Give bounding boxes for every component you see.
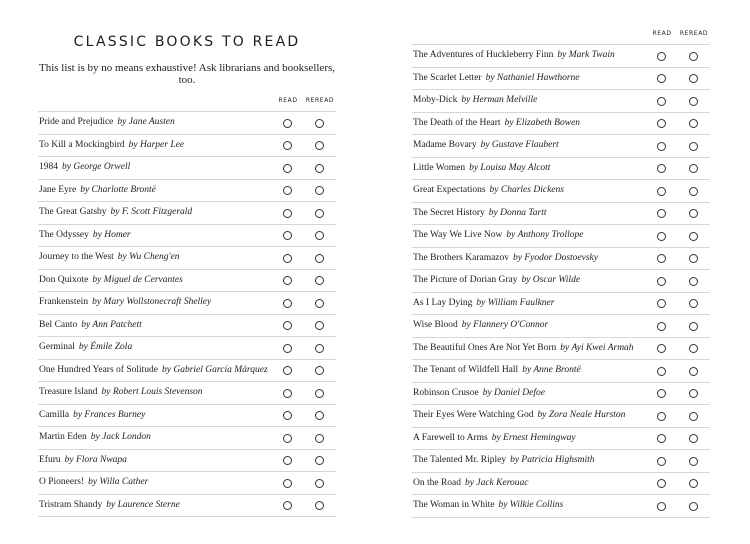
- reread-column-header: REREAD: [305, 97, 335, 104]
- book-row: [38, 471, 336, 494]
- reread-checkbox[interactable]: [315, 164, 324, 173]
- book-entry: [39, 180, 156, 202]
- book-author: by Patricia Highsmith: [510, 455, 595, 465]
- book-author: by Gabriel García Márquez: [162, 364, 268, 375]
- book-row: [412, 292, 710, 315]
- book-author: by Laurence Sterne: [106, 499, 180, 510]
- read-checkbox[interactable]: [657, 457, 666, 466]
- book-list-left: [38, 111, 336, 517]
- book-entry: [413, 158, 550, 180]
- book-row: [412, 494, 710, 518]
- reread-checkbox[interactable]: [315, 411, 324, 420]
- read-checkbox[interactable]: [283, 411, 292, 420]
- read-checkbox[interactable]: [657, 479, 666, 488]
- read-checkbox[interactable]: [657, 232, 666, 241]
- book-author: by Jane Austen: [117, 117, 175, 127]
- book-title: One Hundred Years of Solitude: [39, 364, 159, 375]
- read-checkbox[interactable]: [283, 254, 292, 263]
- read-checkbox[interactable]: [657, 344, 666, 353]
- book-title: Don Quixote: [39, 274, 89, 285]
- book-entry: [39, 270, 183, 292]
- reread-checkbox[interactable]: [689, 209, 698, 218]
- read-checkbox[interactable]: [283, 479, 292, 488]
- book-row: [38, 426, 336, 449]
- book-author: by Robert Louis Stevenson: [101, 387, 203, 397]
- reread-checkbox[interactable]: [689, 232, 698, 241]
- read-checkbox[interactable]: [283, 299, 292, 308]
- reread-checkbox[interactable]: [689, 502, 698, 511]
- book-entry: [413, 360, 581, 382]
- read-checkbox[interactable]: [283, 119, 292, 128]
- reread-checkbox[interactable]: [689, 434, 698, 443]
- book-entry: [39, 427, 151, 449]
- book-row: [412, 157, 710, 180]
- book-row: [412, 134, 710, 157]
- read-column-header: READ: [278, 97, 298, 104]
- book-author: by William Faulkner: [476, 297, 555, 308]
- book-row: [38, 269, 336, 292]
- read-checkbox[interactable]: [283, 501, 292, 510]
- book-row: [412, 247, 710, 270]
- book-author: by Flannery O'Connor: [461, 320, 549, 330]
- book-entry: [39, 292, 211, 314]
- book-row: [412, 382, 710, 405]
- book-title: A Farewell to Arms: [413, 432, 488, 443]
- reread-checkbox[interactable]: [315, 434, 324, 443]
- book-author: by Willa Cather: [88, 477, 149, 487]
- reread-checkbox[interactable]: [689, 97, 698, 106]
- book-title: The Death of the Heart: [413, 117, 501, 128]
- book-title: Pride and Prejudice: [39, 117, 114, 127]
- book-title: Jane Eyre: [39, 184, 77, 195]
- book-row: [412, 67, 710, 90]
- book-row: [38, 336, 336, 359]
- book-title: To Kill a Mockingbird: [39, 139, 125, 150]
- book-entry: [39, 405, 145, 427]
- book-title: The Secret History: [413, 207, 485, 218]
- reread-checkbox[interactable]: [689, 74, 698, 83]
- book-entry: [413, 383, 545, 405]
- reread-checkbox[interactable]: [315, 321, 324, 330]
- book-row: [38, 179, 336, 202]
- book-author: by Zora Neale Hurston: [537, 410, 626, 420]
- book-title: Journey to the West: [39, 252, 114, 262]
- read-checkbox[interactable]: [283, 321, 292, 330]
- read-checkbox[interactable]: [657, 389, 666, 398]
- book-author: by Charlotte Brontë: [80, 184, 156, 195]
- page-subtitle: This list is by no means exhaustive! Ask librarians and booksellers, too.: [38, 62, 336, 86]
- book-entry: [413, 270, 580, 292]
- reread-checkbox[interactable]: [689, 412, 698, 421]
- book-author: by Elizabeth Bowen: [504, 117, 581, 128]
- book-author: by Harper Lee: [128, 139, 185, 150]
- book-title: The Beautiful Ones Are Not Yet Born: [413, 342, 557, 353]
- read-checkbox[interactable]: [283, 276, 292, 285]
- book-row: [38, 314, 336, 337]
- book-author: by Herman Melville: [461, 95, 538, 105]
- read-checkbox[interactable]: [283, 434, 292, 443]
- book-author: by Wilkie Collins: [498, 500, 564, 510]
- book-title: Robinson Crusoe: [413, 387, 479, 398]
- book-entry: [413, 135, 559, 157]
- book-entry: [413, 495, 563, 517]
- book-row: [38, 449, 336, 472]
- book-author: by Charles Dickens: [489, 185, 564, 195]
- book-row: [38, 134, 336, 157]
- book-title: The Brothers Karamazov: [413, 252, 510, 263]
- book-author: by Mary Wollstonecraft Shelley: [92, 297, 212, 307]
- book-title: Madame Bovary: [413, 140, 477, 150]
- book-author: by Frances Burney: [73, 409, 146, 420]
- book-title: Martin Eden: [39, 432, 87, 442]
- reread-checkbox[interactable]: [689, 457, 698, 466]
- book-row: [412, 224, 710, 247]
- book-author: by Donna Tartt: [488, 207, 547, 218]
- book-row: [412, 404, 710, 427]
- book-row: [412, 449, 710, 472]
- reread-checkbox[interactable]: [689, 164, 698, 173]
- reread-checkbox[interactable]: [689, 479, 698, 488]
- book-author: by Oscar Wilde: [521, 275, 581, 285]
- book-author: by Jack London: [90, 432, 151, 442]
- book-row: [412, 427, 710, 450]
- book-author: by Louisa May Alcott: [469, 162, 551, 173]
- read-checkbox[interactable]: [657, 254, 666, 263]
- book-entry: [39, 382, 203, 404]
- book-entry: [39, 337, 132, 359]
- reread-checkbox[interactable]: [689, 389, 698, 398]
- book-title: The Tenant of Wildfell Hall: [413, 365, 519, 375]
- book-title: The Odyssey: [39, 229, 89, 240]
- book-entry: [39, 450, 127, 472]
- reread-checkbox[interactable]: [689, 344, 698, 353]
- book-row: [38, 246, 336, 269]
- book-title: Little Women: [413, 162, 466, 173]
- reread-checkbox[interactable]: [315, 344, 324, 353]
- reread-checkbox[interactable]: [689, 187, 698, 196]
- book-title: The Scarlet Letter: [413, 72, 482, 83]
- book-author: by Jack Kerouac: [465, 477, 529, 488]
- book-author: by Ayi Kwei Armah: [560, 342, 634, 353]
- read-column-header: READ: [652, 30, 672, 37]
- book-row: [412, 359, 710, 382]
- reread-checkbox[interactable]: [689, 277, 698, 286]
- book-entry: [39, 202, 192, 224]
- read-checkbox[interactable]: [657, 367, 666, 376]
- book-title: Great Expectations: [413, 185, 486, 195]
- book-row: [38, 156, 336, 179]
- read-checkbox[interactable]: [657, 187, 666, 196]
- reread-column-header: REREAD: [679, 30, 709, 37]
- book-title: Bel Canto: [39, 319, 78, 330]
- book-title: The Picture of Dorian Gray: [413, 275, 518, 285]
- book-title: The Way We Live Now: [413, 230, 503, 240]
- book-row: [412, 44, 710, 67]
- book-entry: [413, 450, 595, 472]
- book-entry: [413, 315, 548, 337]
- book-entry: [39, 112, 175, 134]
- reread-checkbox[interactable]: [315, 276, 324, 285]
- book-entry: [39, 135, 184, 157]
- book-entry: [413, 203, 546, 225]
- book-author: by Anthony Trollope: [506, 230, 584, 240]
- book-entry: [413, 338, 634, 360]
- book-row: [412, 269, 710, 292]
- book-entry: [413, 180, 564, 202]
- book-title: Frankenstein: [39, 297, 89, 307]
- read-checkbox[interactable]: [283, 186, 292, 195]
- book-author: by Ann Patchett: [81, 319, 142, 330]
- book-entry: [413, 113, 580, 135]
- book-author: by Daniel Defoe: [482, 387, 545, 398]
- book-title: The Great Gatsby: [39, 207, 107, 217]
- book-author: by Émile Zola: [78, 342, 133, 352]
- book-author: by Nathaniel Hawthorne: [485, 72, 580, 83]
- book-row: [412, 337, 710, 360]
- book-entry: [39, 157, 130, 179]
- read-checkbox[interactable]: [657, 209, 666, 218]
- book-title: Germinal: [39, 342, 75, 352]
- read-checkbox[interactable]: [657, 322, 666, 331]
- book-author: by F. Scott Fitzgerald: [110, 207, 193, 217]
- reread-checkbox[interactable]: [689, 367, 698, 376]
- book-title: Treasure Island: [39, 387, 98, 397]
- book-row: [38, 291, 336, 314]
- reread-checkbox[interactable]: [315, 254, 324, 263]
- book-author: by Flora Nwapa: [64, 454, 127, 465]
- reread-checkbox[interactable]: [315, 456, 324, 465]
- read-checkbox[interactable]: [283, 141, 292, 150]
- book-row: [38, 201, 336, 224]
- book-title: Camilla: [39, 409, 70, 420]
- reread-checkbox[interactable]: [315, 501, 324, 510]
- book-title: The Talented Mr. Ripley: [413, 455, 507, 465]
- read-checkbox[interactable]: [283, 209, 292, 218]
- book-title: As I Lay Dying: [413, 297, 473, 308]
- book-author: by Ernest Hemingway: [491, 432, 576, 443]
- column-header-row: [412, 28, 710, 40]
- book-title: 1984: [39, 162, 58, 172]
- reread-checkbox[interactable]: [315, 389, 324, 398]
- book-author: by Gustave Flaubert: [480, 140, 559, 150]
- reread-checkbox[interactable]: [315, 141, 324, 150]
- book-author: by Fyodor Dostoevsky: [513, 252, 598, 263]
- reread-checkbox[interactable]: [689, 299, 698, 308]
- book-author: by Mark Twain: [557, 50, 615, 60]
- book-row: [412, 202, 710, 225]
- book-title: The Woman in White: [413, 500, 495, 510]
- reread-checkbox[interactable]: [689, 119, 698, 128]
- read-checkbox[interactable]: [283, 344, 292, 353]
- book-title: The Adventures of Huckleberry Finn: [413, 50, 554, 60]
- book-title: Efuru: [39, 454, 61, 465]
- book-entry: [413, 428, 576, 450]
- read-checkbox[interactable]: [283, 389, 292, 398]
- read-checkbox[interactable]: [657, 299, 666, 308]
- read-checkbox[interactable]: [657, 119, 666, 128]
- read-checkbox[interactable]: [657, 52, 666, 61]
- book-title: Tristram Shandy: [39, 499, 103, 510]
- reread-checkbox[interactable]: [315, 479, 324, 488]
- read-checkbox[interactable]: [283, 456, 292, 465]
- book-entry: [413, 405, 625, 427]
- book-row: [412, 179, 710, 202]
- reread-checkbox[interactable]: [315, 299, 324, 308]
- read-checkbox[interactable]: [283, 231, 292, 240]
- book-entry: [39, 472, 148, 494]
- read-checkbox[interactable]: [657, 434, 666, 443]
- reread-checkbox[interactable]: [315, 119, 324, 128]
- reread-checkbox[interactable]: [689, 142, 698, 151]
- book-title: O Pioneers!: [39, 477, 85, 487]
- book-entry: [413, 293, 554, 315]
- book-row: [412, 472, 710, 495]
- book-entry: [413, 248, 598, 270]
- book-entry: [39, 247, 179, 269]
- reread-checkbox[interactable]: [315, 186, 324, 195]
- read-checkbox[interactable]: [283, 164, 292, 173]
- read-checkbox[interactable]: [283, 366, 292, 375]
- reread-checkbox[interactable]: [315, 231, 324, 240]
- reread-checkbox[interactable]: [689, 254, 698, 263]
- book-entry: [413, 68, 580, 90]
- book-row: [38, 404, 336, 427]
- book-entry: [413, 225, 583, 247]
- book-row: [412, 112, 710, 135]
- reread-checkbox[interactable]: [315, 366, 324, 375]
- book-author: by Miguel de Cervantes: [92, 274, 183, 285]
- book-author: by Wu Cheng'en: [117, 252, 180, 262]
- read-checkbox[interactable]: [657, 74, 666, 83]
- column-header-row: [38, 95, 336, 107]
- reread-checkbox[interactable]: [689, 322, 698, 331]
- book-title: Wise Blood: [413, 320, 458, 330]
- book-row: [38, 224, 336, 247]
- book-entry: [413, 45, 615, 67]
- read-checkbox[interactable]: [657, 142, 666, 151]
- book-title: Their Eyes Were Watching God: [413, 410, 534, 420]
- read-checkbox[interactable]: [657, 97, 666, 106]
- book-entry: [39, 360, 268, 382]
- book-row: [412, 89, 710, 112]
- book-entry: [413, 473, 529, 495]
- read-checkbox[interactable]: [657, 502, 666, 511]
- book-author: by George Orwell: [62, 162, 131, 172]
- book-author: by Homer: [92, 229, 131, 240]
- reread-checkbox[interactable]: [689, 52, 698, 61]
- book-author: by Anne Brontë: [522, 365, 581, 375]
- book-entry: [39, 495, 180, 517]
- reread-checkbox[interactable]: [315, 209, 324, 218]
- book-entry: [413, 90, 537, 112]
- read-checkbox[interactable]: [657, 277, 666, 286]
- book-row: [412, 314, 710, 337]
- read-checkbox[interactable]: [657, 412, 666, 421]
- book-row: [38, 111, 336, 134]
- book-entry: [39, 225, 131, 247]
- book-list-right: [412, 44, 710, 518]
- book-title: On the Road: [413, 477, 462, 488]
- book-row: [38, 494, 336, 518]
- book-row: [38, 381, 336, 404]
- page-title: CLASSIC BOOKS TO READ: [73, 34, 301, 50]
- book-entry: [39, 315, 142, 337]
- book-title: Moby-Dick: [413, 95, 458, 105]
- book-row: [38, 359, 336, 382]
- read-checkbox[interactable]: [657, 164, 666, 173]
